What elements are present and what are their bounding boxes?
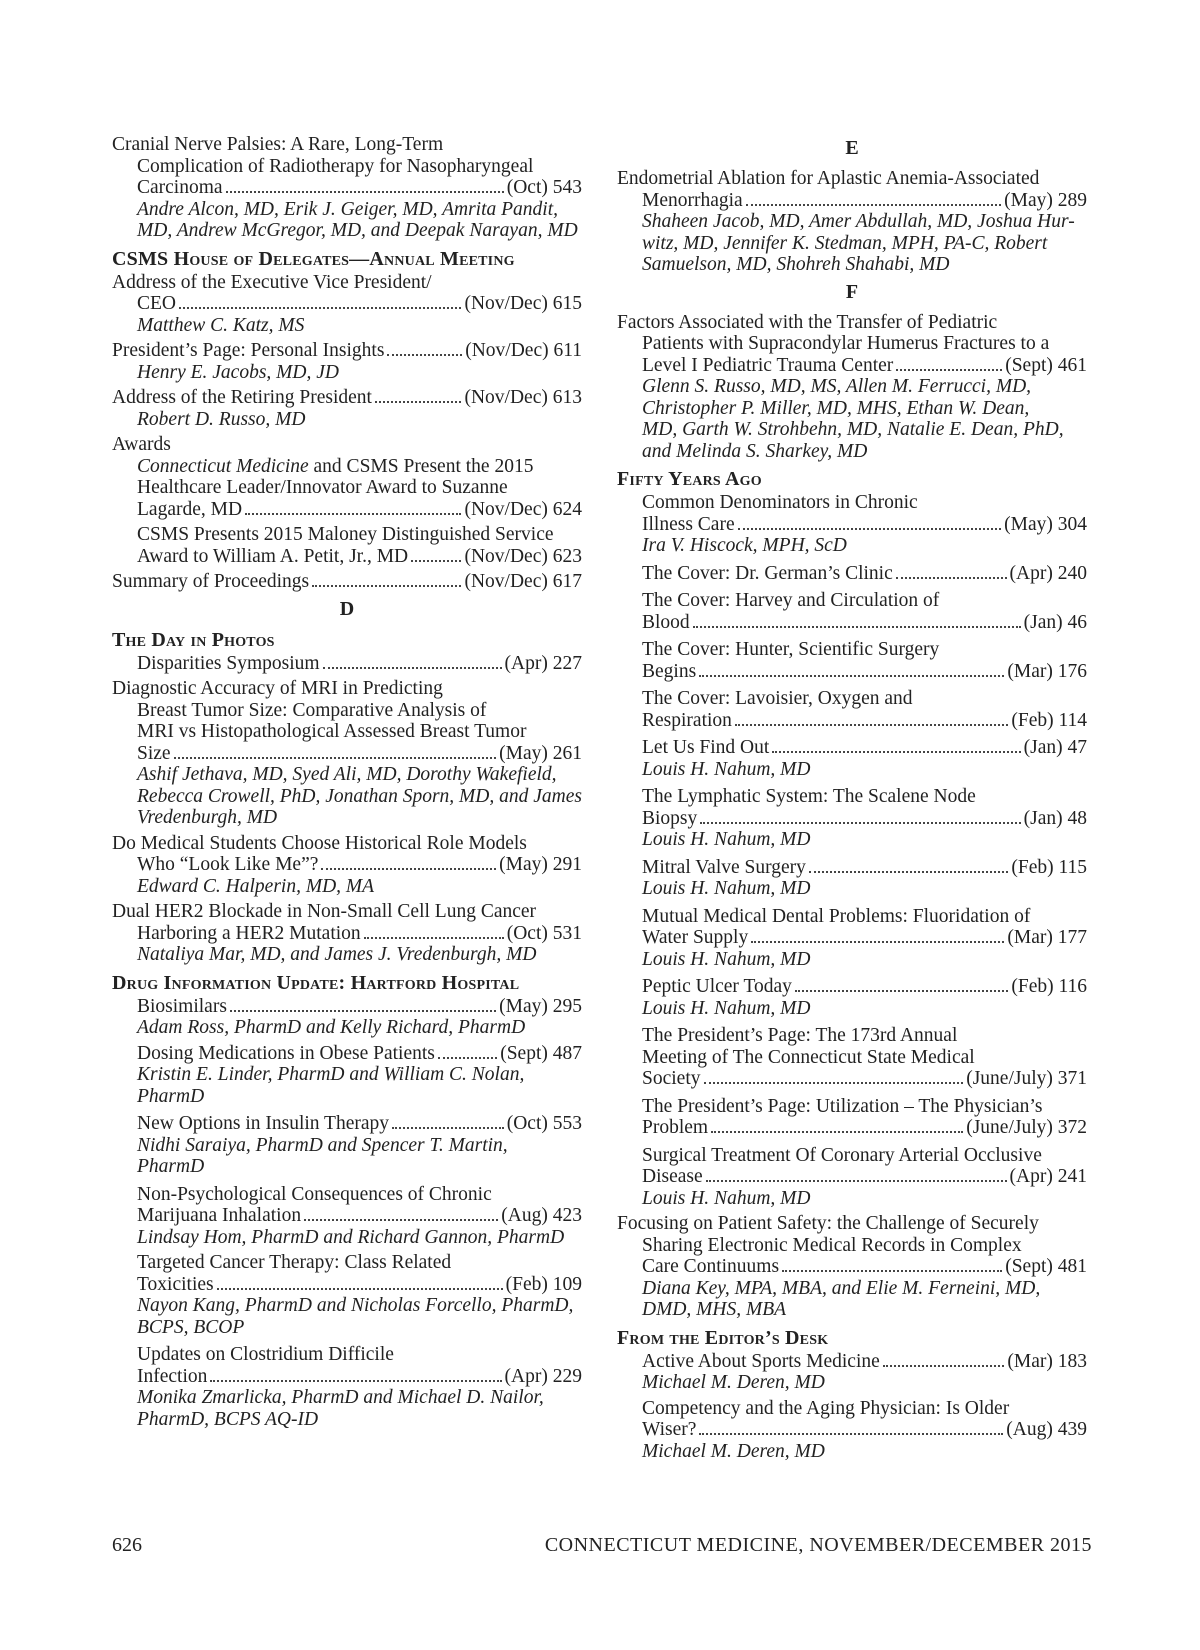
- index-entry: [137, 1344, 582, 1430]
- entry-title: Respiration: [642, 709, 732, 731]
- entry-title: Problem: [642, 1117, 709, 1138]
- index-entry: [642, 906, 1087, 971]
- leader-dots: [312, 585, 461, 587]
- entry-title: The Cover: Lavoisier, Oxygen and: [642, 688, 913, 709]
- entry-title: CEO: [137, 293, 176, 314]
- section-heading-fifty-years-ago: Fifty Years Ago: [617, 468, 762, 490]
- entry-reference-line: [137, 499, 582, 521]
- issue-page-reference: (Feb) 109: [505, 1273, 582, 1295]
- entry-reference-line: [137, 546, 582, 568]
- entry-authors: Glenn S. Russo, MD, MS, Allen M. Ferrucci, MD,: [642, 376, 1032, 397]
- index-entry: [137, 1043, 582, 1108]
- issue-page-reference: (Oct) 531: [506, 922, 582, 944]
- leader-dots: [738, 528, 1002, 530]
- section-heading-day-in-photos: The Day in Photos: [112, 628, 275, 651]
- entry-title: Diagnostic Accuracy of MRI in Predicting: [112, 678, 443, 699]
- entry-authors: Louis H. Nahum, MD: [642, 1187, 811, 1209]
- index-entry: [642, 563, 1087, 585]
- entry-authors: Louis H. Nahum, MD: [642, 829, 811, 850]
- index-entry: [137, 1252, 582, 1338]
- leader-dots: [230, 1010, 496, 1012]
- issue-page-reference: (Jan) 48: [1023, 807, 1087, 829]
- entry-reference-line: [112, 177, 582, 199]
- issue-page-reference: (Aug) 439: [1006, 1419, 1087, 1440]
- issue-page-reference: (Feb) 116: [1011, 976, 1087, 997]
- leader-dots: [174, 757, 497, 759]
- entry-title: Water Supply: [642, 927, 749, 948]
- entry-title: Common Denominators in Chronic: [642, 492, 918, 513]
- entry-title: The President’s Page: Utilization – The Physician’s: [642, 1095, 1043, 1117]
- issue-page-reference: (Sept) 481: [1005, 1256, 1087, 1277]
- entry-authors: PharmD: [137, 1156, 205, 1177]
- leader-dots: [795, 990, 1008, 992]
- entry-reference-line: [112, 293, 582, 315]
- entry-reference-line: [137, 1274, 582, 1296]
- entry-title: Size: [137, 742, 171, 764]
- entry-title: President’s Page: Personal Insights: [112, 340, 385, 361]
- entry-title: Address of the Retiring President: [112, 387, 372, 408]
- entry-title: Disease: [642, 1166, 703, 1187]
- letter-heading-d: D: [339, 597, 355, 620]
- entry-title: Award to William A. Petit, Jr., MD: [137, 545, 409, 567]
- leader-dots: [375, 401, 462, 403]
- index-entry: [112, 387, 582, 430]
- entry-reference-line: [617, 1256, 1087, 1278]
- index-entry: [642, 1096, 1087, 1139]
- entry-title: Focusing on Patient Safety: the Challenge of Securely: [617, 1213, 1039, 1234]
- right-column: [617, 134, 1087, 1466]
- issue-page-reference: (Oct) 553: [506, 1113, 582, 1134]
- issue-page-reference: (Oct) 543: [506, 177, 582, 198]
- entry-authors: Samuelson, MD, Shohreh Shahabi, MD: [642, 254, 950, 275]
- issue-page-reference: (Nov/Dec) 624: [464, 498, 582, 520]
- entry-title: Harboring a HER2 Mutation: [137, 922, 361, 944]
- entry-authors: and Melinda S. Sharkey, MD: [642, 440, 868, 462]
- entry-authors: Edward C. Halperin, MD, MA: [137, 875, 375, 897]
- entry-authors: PharmD, BCPS AQ-ID: [137, 1408, 319, 1430]
- issue-page-reference: (Nov/Dec) 613: [464, 387, 582, 408]
- leader-dots: [772, 751, 1020, 753]
- entry-authors: Louis H. Nahum, MD: [642, 948, 811, 970]
- leader-dots: [179, 307, 461, 309]
- entry-reference-line: [642, 514, 1087, 536]
- index-entry: [642, 688, 1087, 731]
- entry-authors: MD, Garth W. Strohbehn, MD, Natalie E. Dean, PhD,: [642, 419, 1064, 440]
- leader-dots: [700, 822, 1020, 824]
- entry-title: Lagarde, MD: [137, 498, 243, 520]
- entry-reference-line: [137, 996, 582, 1018]
- entry-title: Begins: [642, 660, 697, 682]
- entry-title: Dosing Medications in Obese Patients: [137, 1042, 435, 1064]
- entry-reference-line: [642, 563, 1087, 585]
- issue-page-reference: (June/July) 372: [966, 1117, 1087, 1138]
- issue-page-reference: (Apr) 229: [504, 1365, 582, 1387]
- leader-dots: [323, 667, 502, 669]
- index-entry: [112, 571, 582, 593]
- issue-page-reference: (Nov/Dec) 611: [465, 340, 582, 361]
- entry-authors: Diana Key, MPA, MBA, and Elie M. Ferneini, MD,: [642, 1277, 1041, 1299]
- issue-page-reference: (Jan) 46: [1023, 611, 1087, 633]
- entry-title: Illness Care: [642, 513, 735, 535]
- issue-page-reference: (May) 289: [1004, 189, 1087, 211]
- index-entry: [642, 1398, 1087, 1463]
- entry-title: Breast Tumor Size: Comparative Analysis of: [137, 699, 487, 721]
- leader-dots: [782, 1270, 1002, 1272]
- issue-page-reference: (Mar) 176: [1007, 660, 1087, 682]
- issue-page-reference: (Sept) 461: [1005, 354, 1087, 376]
- entry-title: Mitral Valve Surgery: [642, 856, 806, 878]
- index-entry: [112, 833, 582, 898]
- entry-reference-line: [112, 387, 582, 409]
- leader-dots: [321, 868, 496, 870]
- entry-title: The Cover: Hunter, Scientific Surgery: [642, 639, 940, 660]
- entry-title: The President’s Page: The 173rd Annual: [642, 1025, 958, 1046]
- issue-page-reference: (Mar) 183: [1007, 1350, 1087, 1372]
- entry-authors: Nidhi Saraiya, PharmD and Spencer T. Martin,: [137, 1134, 508, 1156]
- index-entry: [642, 590, 1087, 633]
- entry-reference-line: [137, 1366, 582, 1388]
- entry-title: Non-Psychological Consequences of Chronic: [137, 1183, 492, 1205]
- issue-page-reference: (Apr) 227: [504, 652, 582, 674]
- entry-authors: Adam Ross, PharmD and Kelly Richard, PharmD: [137, 1017, 526, 1038]
- entry-reference-line: [617, 355, 1087, 377]
- leader-dots: [704, 1082, 964, 1084]
- issue-page-reference: (Apr) 240: [1009, 562, 1087, 584]
- entry-reference-line: [137, 1113, 582, 1135]
- entry-title: Cranial Nerve Palsies: A Rare, Long-Term: [112, 134, 444, 155]
- entry-authors: Andre Alcon, MD, Erik J. Geiger, MD, Amrita Pandit,: [137, 198, 558, 220]
- entry-authors: Michael M. Deren, MD: [642, 1372, 825, 1393]
- index-entry: [112, 901, 582, 966]
- leader-dots: [711, 1131, 963, 1133]
- leader-dots: [217, 1288, 503, 1290]
- entry-title: Summary of Proceedings: [112, 571, 310, 592]
- entry-title: Patients with Supracondylar Humerus Fractures to a: [642, 333, 1050, 354]
- index-entry: [642, 639, 1087, 682]
- entry-authors: Robert D. Russo, MD: [137, 408, 306, 430]
- leader-dots: [693, 626, 1021, 628]
- index-entry: [642, 737, 1087, 780]
- index-entry: [642, 976, 1087, 1019]
- entry-title: CSMS Presents 2015 Maloney Distinguished Service: [137, 524, 554, 545]
- entry-reference-line: [642, 1419, 1087, 1441]
- leader-dots: [706, 1180, 1007, 1182]
- index-entry: [642, 1145, 1087, 1210]
- index-entry: [642, 492, 1087, 557]
- entry-reference-line: [642, 808, 1087, 830]
- index-entry: [137, 1113, 582, 1178]
- leader-dots: [809, 871, 1008, 873]
- entry-title: [137, 456, 582, 478]
- entry-authors: Rebecca Crowell, PhD, Jonathan Sporn, MD, and James: [137, 785, 582, 807]
- entry-title: Menorrhagia: [642, 189, 743, 211]
- index-entry: [112, 134, 582, 242]
- entry-authors: Shaheen Jacob, MD, Amer Abdullah, MD, Joshua Hur-: [642, 211, 1075, 232]
- entry-reference-line: [137, 653, 582, 675]
- entry-reference-line: [642, 976, 1087, 998]
- section-heading-drug-information: Drug Information Update: Hartford Hospital: [112, 971, 520, 994]
- entry-authors: Louis H. Nahum, MD: [642, 878, 811, 899]
- leader-dots: [735, 724, 1008, 726]
- leader-dots: [699, 1433, 1003, 1435]
- entry-title: Toxicities: [137, 1273, 214, 1295]
- entry-title: Infection: [137, 1365, 208, 1387]
- entry-title: Biosimilars: [137, 995, 227, 1017]
- entry-title: Blood: [642, 611, 690, 633]
- leader-dots: [364, 937, 504, 939]
- entry-title: Disparities Symposium: [137, 652, 320, 674]
- entry-title: Active About Sports Medicine: [642, 1350, 880, 1372]
- entry-authors: Matthew C. Katz, MS: [137, 314, 305, 336]
- section-heading-csms: CSMS House of Delegates—Annual Meeting: [112, 247, 515, 270]
- entry-authors: Lindsay Hom, PharmD and Richard Gannon, PharmD: [137, 1226, 565, 1248]
- entry-title-rest: and CSMS Present the 2015: [308, 455, 534, 477]
- entry-title: Level I Pediatric Trauma Center: [642, 354, 894, 376]
- issue-page-reference: (Feb) 115: [1011, 856, 1087, 878]
- entry-title: Updates on Clostridium Difficile: [137, 1344, 394, 1365]
- entry-title: Factors Associated with the Transfer of Pediatric: [617, 311, 998, 333]
- journal-footer: CONNECTICUT MEDICINE, NOVEMBER/DECEMBER 2015: [544, 1534, 1092, 1556]
- entry-title: New Options in Insulin Therapy: [137, 1113, 390, 1134]
- entry-authors: Louis H. Nahum, MD: [642, 758, 811, 780]
- letter-heading-e: E: [845, 137, 859, 159]
- entry-title: The Cover: Dr. German’s Clinic: [642, 562, 893, 584]
- entry-authors: Michael M. Deren, MD: [642, 1440, 825, 1462]
- entry-authors: Louis H. Nahum, MD: [642, 997, 811, 1019]
- entry-authors: DMD, MHS, MBA: [642, 1299, 787, 1320]
- entry-title: Surgical Treatment Of Coronary Arterial Occlusive: [642, 1144, 1042, 1166]
- issue-page-reference: (Aug) 423: [501, 1205, 582, 1226]
- leader-dots: [304, 1219, 498, 1221]
- entry-authors: Monika Zmarlicka, PharmD and Michael D. Nailor,: [137, 1387, 544, 1408]
- index-entry: [137, 456, 582, 521]
- entry-title: The Cover: Harvey and Circulation of: [642, 590, 940, 611]
- issue-page-reference: (May) 295: [499, 995, 582, 1017]
- issue-page-reference: (Apr) 241: [1009, 1166, 1087, 1187]
- entry-title: Marijuana Inhalation: [137, 1205, 302, 1226]
- issue-page-reference: (May) 304: [1004, 513, 1087, 535]
- leader-dots: [699, 675, 1004, 677]
- index-entry: [137, 524, 582, 567]
- entry-authors: witz, MD, Jennifer K. Stedman, MPH, PA-C, Robert: [642, 232, 1048, 254]
- entry-reference-line: [642, 1068, 1087, 1090]
- entry-title: Biopsy: [642, 807, 698, 829]
- index-entry: [112, 272, 582, 337]
- entry-authors: Ira V. Hiscock, MPH, ScD: [642, 535, 847, 556]
- leader-dots: [411, 560, 461, 562]
- index-entry: [617, 312, 1087, 463]
- leader-dots: [746, 204, 1001, 206]
- index-entry: [617, 168, 1087, 276]
- entry-title: The Lymphatic System: The Scalene Node: [642, 786, 976, 807]
- left-column: [112, 134, 582, 1434]
- letter-heading-f: F: [845, 280, 859, 303]
- section-heading-editors-desk: From the Editor’s Desk: [617, 1326, 829, 1349]
- leader-dots: [210, 1380, 501, 1382]
- entry-authors: PharmD: [137, 1085, 205, 1107]
- entry-title: Do Medical Students Choose Historical Role Models: [112, 832, 527, 854]
- entry-title: Carcinoma: [137, 177, 223, 198]
- entry-title: Sharing Electronic Medical Records in Complex: [642, 1234, 1022, 1256]
- issue-page-reference: (May) 261: [499, 742, 582, 764]
- entry-title: Society: [642, 1068, 701, 1089]
- entry-reference-line: [617, 190, 1087, 212]
- issue-page-reference: (Feb) 114: [1011, 709, 1087, 731]
- subheading-awards: [112, 434, 582, 456]
- entry-reference-line: [137, 1205, 582, 1227]
- entry-reference-line: [112, 923, 582, 945]
- entry-authors: BCPS, BCOP: [137, 1316, 245, 1338]
- entry-title: Complication of Radiotherapy for Nasopharyngeal: [137, 155, 534, 177]
- entry-title: Competency and the Aging Physician: Is Older: [642, 1397, 1010, 1419]
- leader-dots: [896, 369, 1002, 371]
- entry-title: Mutual Medical Dental Problems: Fluoridation of: [642, 905, 1031, 927]
- entry-authors: Christopher P. Miller, MD, MHS, Ethan W. Dean,: [642, 397, 1030, 419]
- entry-title: Dual HER2 Blockade in Non-Small Cell Lung Cancer: [112, 901, 537, 922]
- entry-authors: MD, Andrew McGregor, MD, and Deepak Narayan, MD: [137, 220, 578, 241]
- leader-dots: [751, 941, 1004, 943]
- entry-reference-line: [642, 710, 1087, 732]
- entry-title: Healthcare Leader/Innovator Award to Suzanne: [137, 477, 508, 498]
- entry-reference-line: [642, 661, 1087, 683]
- entry-title: Wiser?: [642, 1419, 697, 1440]
- journal-name: Connecticut Medicine: [137, 455, 309, 477]
- index-entry: [642, 786, 1087, 851]
- leader-dots: [392, 1127, 504, 1129]
- entry-title: Endometrial Ablation for Aplastic Anemia-Associated: [617, 168, 1040, 189]
- entry-title: Address of the Executive Vice President/: [112, 271, 432, 293]
- index-entry: [137, 1184, 582, 1249]
- leader-dots: [245, 513, 461, 515]
- issue-page-reference: (Sept) 487: [500, 1042, 582, 1064]
- page-number: 626: [112, 1534, 142, 1556]
- entry-reference-line: [642, 737, 1087, 759]
- entry-authors: Nayon Kang, PharmD and Nicholas Forcello, PharmD,: [137, 1295, 574, 1316]
- entry-title: Care Continuums: [642, 1256, 780, 1277]
- entry-reference-line: [642, 927, 1087, 949]
- index-entry: [137, 653, 582, 675]
- entry-reference-line: [112, 743, 582, 765]
- entry-reference-line: [642, 1351, 1087, 1373]
- issue-page-reference: (Nov/Dec) 615: [464, 293, 582, 314]
- leader-dots: [438, 1057, 497, 1059]
- entry-reference-line: [112, 854, 582, 876]
- entry-authors: Henry E. Jacobs, MD, JD: [137, 361, 339, 383]
- entry-title: Who “Look Like Me”?: [137, 854, 319, 875]
- issue-page-reference: (Jan) 47: [1023, 737, 1087, 758]
- issue-page-reference: (June/July) 371: [966, 1068, 1087, 1089]
- entry-reference-line: [642, 857, 1087, 879]
- entry-reference-line: [137, 1043, 582, 1065]
- entry-authors: Ashif Jethava, MD, Syed Ali, MD, Dorothy Wakefield,: [137, 764, 557, 785]
- entry-reference-line: [642, 612, 1087, 634]
- entry-title: Meeting of The Connecticut State Medical: [642, 1046, 975, 1068]
- entry-reference-line: [642, 1166, 1087, 1188]
- issue-page-reference: (Nov/Dec) 623: [464, 545, 582, 567]
- leader-dots: [226, 191, 504, 193]
- index-entry: [137, 996, 582, 1039]
- leader-dots: [883, 1365, 1005, 1367]
- leader-dots: [387, 354, 462, 356]
- issue-page-reference: (May) 291: [499, 854, 582, 875]
- entry-title: Peptic Ulcer Today: [642, 976, 792, 997]
- entry-title: MRI vs Histopathological Assessed Breast Tumor: [137, 721, 527, 742]
- entry-title: Targeted Cancer Therapy: Class Related: [137, 1252, 452, 1273]
- entry-reference-line: [642, 1117, 1087, 1139]
- index-entry: [617, 1213, 1087, 1321]
- issue-page-reference: (Nov/Dec) 617: [464, 571, 582, 592]
- entry-reference-line: [112, 571, 582, 593]
- entry-title: Let Us Find Out: [642, 737, 770, 758]
- leader-dots: [896, 577, 1007, 579]
- subheading-label: Awards: [112, 434, 171, 455]
- entry-reference-line: [112, 340, 582, 362]
- entry-authors: Vredenburgh, MD: [137, 807, 278, 828]
- entry-authors: Nataliya Mar, MD, and James J. Vredenburgh, MD: [137, 944, 537, 965]
- index-entry: [112, 340, 582, 383]
- index-entry: [642, 1351, 1087, 1394]
- issue-page-reference: (Mar) 177: [1007, 927, 1087, 948]
- index-entry: [642, 857, 1087, 900]
- index-entry: [642, 1025, 1087, 1090]
- index-entry: [112, 678, 582, 829]
- entry-authors: Kristin E. Linder, PharmD and William C. Nolan,: [137, 1064, 525, 1085]
